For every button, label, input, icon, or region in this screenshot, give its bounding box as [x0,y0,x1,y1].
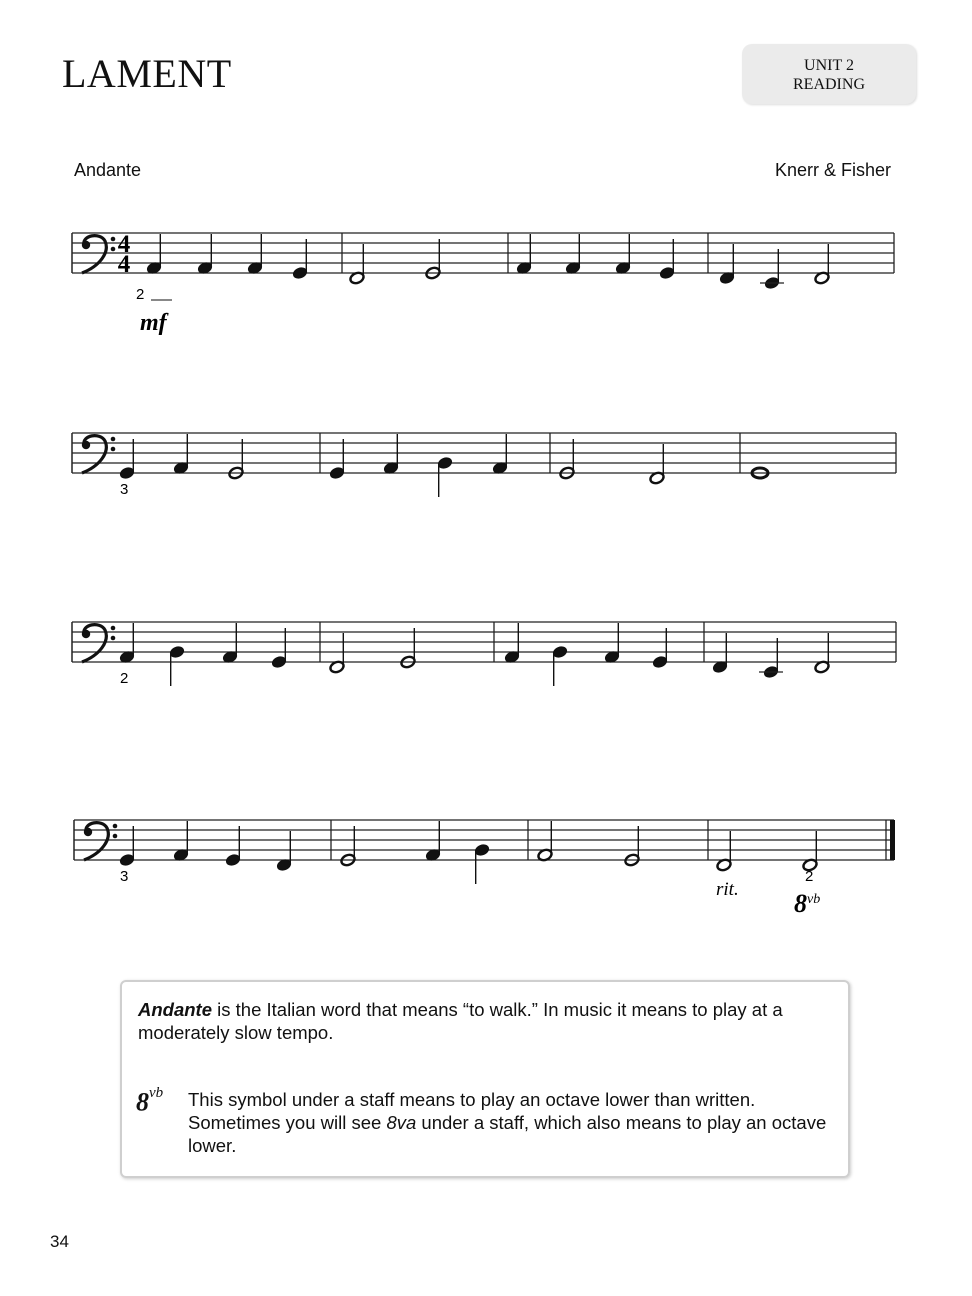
unit-label: UNIT 2 [804,57,854,74]
final-barline-thick [890,820,895,860]
page-title: LAMENT [62,51,232,96]
octave-lower-mark: $8^{vb}$ [794,889,821,918]
fingering-3: 2 [120,670,129,687]
octave-symbol-icon: $8^{vb}$ [136,1085,164,1117]
bass-clef-dot [111,447,116,452]
fingering-4: 3 [120,868,129,885]
bass-clef-dot [111,437,116,442]
dynamic-mf: mf [140,310,167,336]
andante-definition [138,998,838,1044]
bass-clef-dot [111,626,116,631]
bass-clef-dot [113,834,118,839]
fingering-1: 2 [136,286,145,303]
bass-clef-dot [113,824,118,829]
fingering-2: 3 [120,481,129,498]
andante-text: is the Italian word that means “to walk.” In music it means to play at a moderately slow tempo. [138,999,783,1043]
page-number: 34 [50,1232,69,1251]
tempo-marking: Andante [74,160,142,180]
bass-clef-dot [111,247,116,252]
time-signature-top: 4 [117,231,131,258]
bass-clef-dot [111,636,116,641]
ritardando: rit. [716,879,739,900]
andante-term: Andante [138,999,212,1020]
bass-clef-dot [82,441,90,449]
composer: Knerr & Fisher [774,160,891,180]
time-signature-bottom: 4 [117,251,131,278]
section-label: READING [793,76,865,93]
fingering-5: 2 [805,868,814,885]
bass-clef-dot [82,630,90,638]
octave-term: 8va [386,1112,417,1133]
bass-clef-dot [84,828,92,836]
info-box [120,980,850,1178]
bass-clef-dot [82,241,90,249]
bass-clef-dot [111,237,116,242]
octave-definition: This symbol under a staff means to play an octave lower than written. Sometimes you will see 8va under a staff, which also means to play an octave lower. [188,1089,827,1156]
